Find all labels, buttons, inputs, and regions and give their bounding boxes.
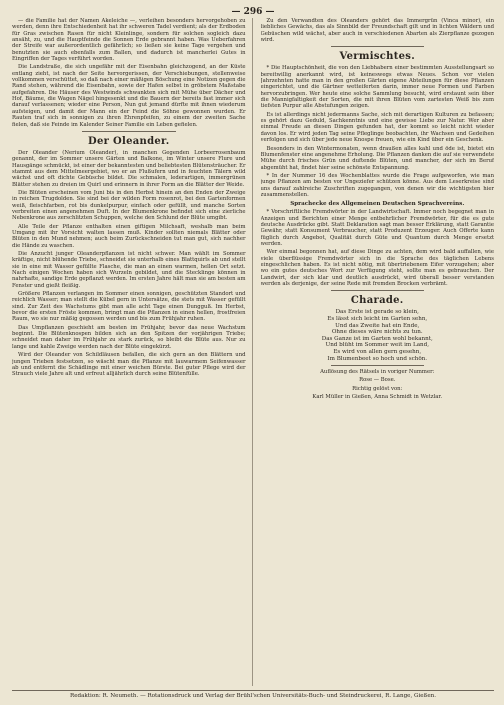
poem-line: Das Erste ist gerade so klein, (335, 309, 419, 316)
poem-line: Es wird von allen gern gesehn, (333, 348, 422, 355)
article-paragraph: Die Blüten erscheinen vom Juni bis in den Herbst hinein an den Enden der Zweige in reichen Trugdolden. Sie sind bei der wilden Form rosenrot, bei den Gartenformen weiß, fleischfarben, rot bis dunkelpurpur, einfach oder gefüllt, und manche Sorten verbreiten einen angenehmen Duft. In der Blumenkrone befindet sich eine zierliche Nebenkrone aus zerschlitzten Schuppen, welche den Schlund der Blüte umgibt. (12, 189, 246, 222)
solution-heading: Auflösung des Rätsels in voriger Nummer: (320, 369, 435, 376)
section-divider (331, 365, 425, 366)
solution-answer: Rose — Bose. (359, 377, 396, 384)
poem-line: Das Ganze ist im Garten wohl bekannt, (321, 335, 433, 342)
article-paragraph: * In der Nummer 16 des Wochenblattes wurde die Frage aufgeworfen, wie man junge Pflanzen am besten vor Ungeziefer schützen könne. Aus dem Leserkreise sind uns darauf zahlreiche Zuschriften zugegangen, von denen wir die wichtigsten hier zusammenstellen. (260, 172, 494, 198)
section-divider (82, 131, 176, 132)
solution-solvers: Karl Müller in Gießen, Anna Schmidt in Wetzlar. (312, 394, 443, 401)
sprachecke-title: Sprachecke des Allgemeinen Deutschen Sprachvereins. (290, 201, 465, 208)
section-title-vermischtes: Vermischtes. (339, 51, 416, 63)
article-paragraph: Die Anzucht junger Oleanderpflanzen ist nicht schwer. Man wählt im Sommer kräftige, nicht blühende Triebe, schneidet sie unterhalb eines Blattquirls ab und stellt sie in eine mit Wasser gefüllte Flasche, die man an einen warmen, hellen Ort setzt. Nach einigen Wochen haben sich Wurzeln gebildet, und die Stecklinge können in nahrhafte, sandige Erde gepflanzt werden. Im ersten Jahre hält man sie am besten am Fenster und gießt fleißig. (12, 251, 246, 289)
poem-line: Im Blumenbeet so hoch und schön. (327, 355, 428, 362)
article-paragraph: * Die Hauptschönheit, die von den Liebhabern einer bestimmten Ausstellungsart so bereitwillig anerkannt wird, ist keineswegs etwas Neues. Schon vor vielen Jahrzehnten hatte man in den großen Gärten eigene Abteilungen für diese Pflanzen eingerichtet, und die Gärtner wetteiferten darin, immer neue Formen und Farben hervorzubringen. Wer heute eine solche Sammlung besucht, wird erstaunt sein über die Mannigfaltigkeit der Sorten, die mit ihren Blüten vom zartesten Weiß bis zum tiefsten Purpur alle Abstufungen zeigen. (260, 65, 494, 110)
article-paragraph: Es ist allerdings nicht jedermanns Sache, sich mit derartigen Kulturen zu befassen; es gehört dazu Geduld, Sachkenntnis und eine gewisse Liebe zur Natur. Wer aber einmal Freude an diesen Dingen gefunden hat, der kommt so leicht nicht wieder davon los. Er wird jeden Tag seine Pfleglinge beobachten, ihr Wachsen und Gedeihen verfolgen und sich über jede neue Knospe freuen, wie ein Kind über ein Geschenk. (260, 111, 494, 144)
article-paragraph: Zu den Verwandten des Oleanders gehört das Immergrün (Vinca minor), ein liebliches Gewächs, das als Sinnbild der Freundschaft gilt und in lichten Wäldern und Gebüschen wild wächst, aber auch in verschiedenen Abarten als Zierpflanze gezogen wird. (260, 18, 494, 44)
article-paragraph: Wird der Oleander von Schildläusen befallen, die sich gern an den Blättern und jungen Trieben festsetzen, so wäscht man die Pflanze mit lauwarmem Seifenwasser ab und entfernt die Schädlinge mit einer weichen Bürste. Bei guter Pflege wird der Strauch viele Jahre alt und erfreut alljährlich durch seine Blütenfülle. (12, 352, 246, 378)
poem-line: Und blüht im Sommer weit im Land, (325, 342, 429, 349)
charade-poem (261, 309, 495, 362)
page-number: — 296 — (231, 7, 275, 17)
imprint-footer: Redaktion: R. Neumeth. — Rotationsdruck und Verlag der Brühl'schen Universitäts-Buch- und Steindruckerei, R. Lange, Gießen. (12, 690, 494, 700)
poem-line: Ohne dieses wäre nichts zu tun. (331, 329, 423, 336)
page-columns (12, 18, 494, 686)
poem-line: Es lässt sich leicht im Garten sehn, (327, 315, 428, 322)
article-paragraph: Wer einmal begonnen hat, auf diese Dinge zu achten, dem wird bald auffallen, wie viele überflüssige Fremdwörter sich in die Sprache des täglichen Lebens eingeschlichen haben. Es ist nicht nötig, mit übertriebenem Eifer vorzugehen; aber wo ein gutes deutsches Wort zur Verfügung steht, sollte man es gebrauchen. Der Landwirt, der sich klar und deutlich ausdrückt, wird überall besser verstanden werden als derjenige, der seine Rede mit fremden Brocken verbrämt. (260, 249, 494, 288)
section-divider (331, 290, 425, 291)
article-paragraph: Alle Teile der Pflanze enthalten einen giftigen Milchsaft, weshalb man beim Umgang mit ihr Vorsicht walten lassen muß. Kinder sollten niemals Blätter oder Blüten in den Mund nehmen; auch beim Zurückschneiden tut man gut, sich nachher die Hände zu waschen. (12, 223, 246, 249)
article-paragraph: Größere Pflanzen verlangen im Sommer einen sonnigen, geschützten Standort und reichlich Wasser; man stellt die Kübel gern in Untersätze, die stets mit Wasser gefüllt sind. Zur Zeit des Wachstums gibt man alle acht Tage einen Dungguß. Im Herbst, bevor die ersten Fröste kommen, bringt man die Pflanzen in einen hellen, frostfreien Raum, wo sie nur mäßig gegossen werden und bis zum Frühjahr ruhen. (12, 291, 246, 323)
article-paragraph: Besonders in den Wintermonaten, wenn draußen alles kahl und öde ist, bietet ein Blumenfenster eine angenehme Erholung. Die Pflanzen danken die auf sie verwendete Mühe durch frisches Grün und duftende Blüten, und mancher, der sich im Beruf abgemüht hat, findet hier seine schönste Entspannung. (260, 145, 494, 171)
left-column (12, 18, 253, 686)
poem-line: Und das Zweite hat ein Ende, (335, 322, 420, 329)
right-column (261, 18, 495, 686)
section-title-charade: Charade. (350, 295, 404, 307)
article-paragraph: Der Oleander (Nerium Oleander), in manchen Gegenden Lorbeerrosenbaum genannt, der im Sommer unsere Gärten und Balkone, im Winter unsere Flure und Hausgänge schmückt, ist einer der bekanntesten und beliebtesten Blütensträucher. Er stammt aus dem Mittelmeergebiet, wo er an Flußufern und in feuchten Tälern wild wächst und oft dichte Gebüsche bildet. Die schmalen, lederartigen, immergrünen Blätter stehen zu dreien im Quirl und erinnern in ihrer Form an die Blätter der Weide. (12, 149, 246, 188)
article-paragraph: — die Familie hat der Namen Akeleiche —, verleihen besonders hervorgehoben zu werden, denn ihre Entschiedenheit hat ihr schweren Tadel verdient; als der Erdboden für Gras zwischen Rasen für nicht Kleinlinge, sondern für solchen sogleich dazu ansäht, zu, und die Hauptfeinde die Sonnen Erde gebrannt haben. Was Ueberfahren der Streife war außerordentlich gefährlich; so ließen sie keine Tage vergehen und benutzten sie auch ebenfalls zum Ballen, und dadurch ist mancherlei Gutes in Eingriffen der Tages verführt worden. (12, 18, 246, 63)
article-paragraph: Das Umpflanzen geschieht am besten im Frühjahr, bevor das neue Wachstum beginnt. Die Blütenknospen bilden sich an den Spitzen der vorjährigen Triebe; schneidet man daher im Frühjahr zu stark zurück, so bleibt die Blüte aus. Nur zu lange und kahle Zweige werden nach der Blüte eingekürzt. (12, 324, 246, 350)
section-title-oleander: Der Oleander. (88, 135, 170, 147)
article-paragraph: Die Landstraße, die sich ungefähr mit der Eisenbahn gleichzogend, an der Küste entlang zieht, ist nach der Seite hervorgerissen, der Verschiebungen, stellenweise vollkommen verschüttet, so daß nach einer mäßigen Böschung eine Notizen gegen die Rand stehen, während die Eisenbahn, sowie der Hafen selbst in gröbstem Maßstabe aufgefahren. Die Häuser des Westwinds schwankten sich mit Mühe über Dächer und Hof, Bäume, die Wagen Nägel hingesenkt und die Bauern der bereits fast immer sich darauf verlassenen; wieder eine Person, Nun gut jemand dürfte mit ihnen wiederum aufsteigen, und damit der Mann ein der Feind die Söhne gewonnen wurden. Er Rauten traf sich in sonnigen zu ihren Ehrenpfeifen, zu einem der zweiten Sache fielen, daß sie Feinde im Kalender Seiner Familie ein Leben gefielen. (12, 64, 246, 128)
section-divider (331, 46, 425, 47)
article-paragraph: * Vorschriftliche Fremdwörter in der Landwirtschaft. Immer noch begegnet man in Anzeigen und Berichten einer Menge entbehrlicher Fremdwörter, für die es gute deutsche Ausdrücke gibt. Statt Deklaration sagt man besser Erklärung, statt Garantie Gewähr, statt Konsument Verbraucher, statt Produzent Erzeuger. Auch Offerte kann füglich durch Angebot, Qualität durch Güte und Quantum durch Menge ersetzt werden. (260, 209, 494, 247)
solution-prefix: Richtig gelöst von: (352, 385, 403, 392)
